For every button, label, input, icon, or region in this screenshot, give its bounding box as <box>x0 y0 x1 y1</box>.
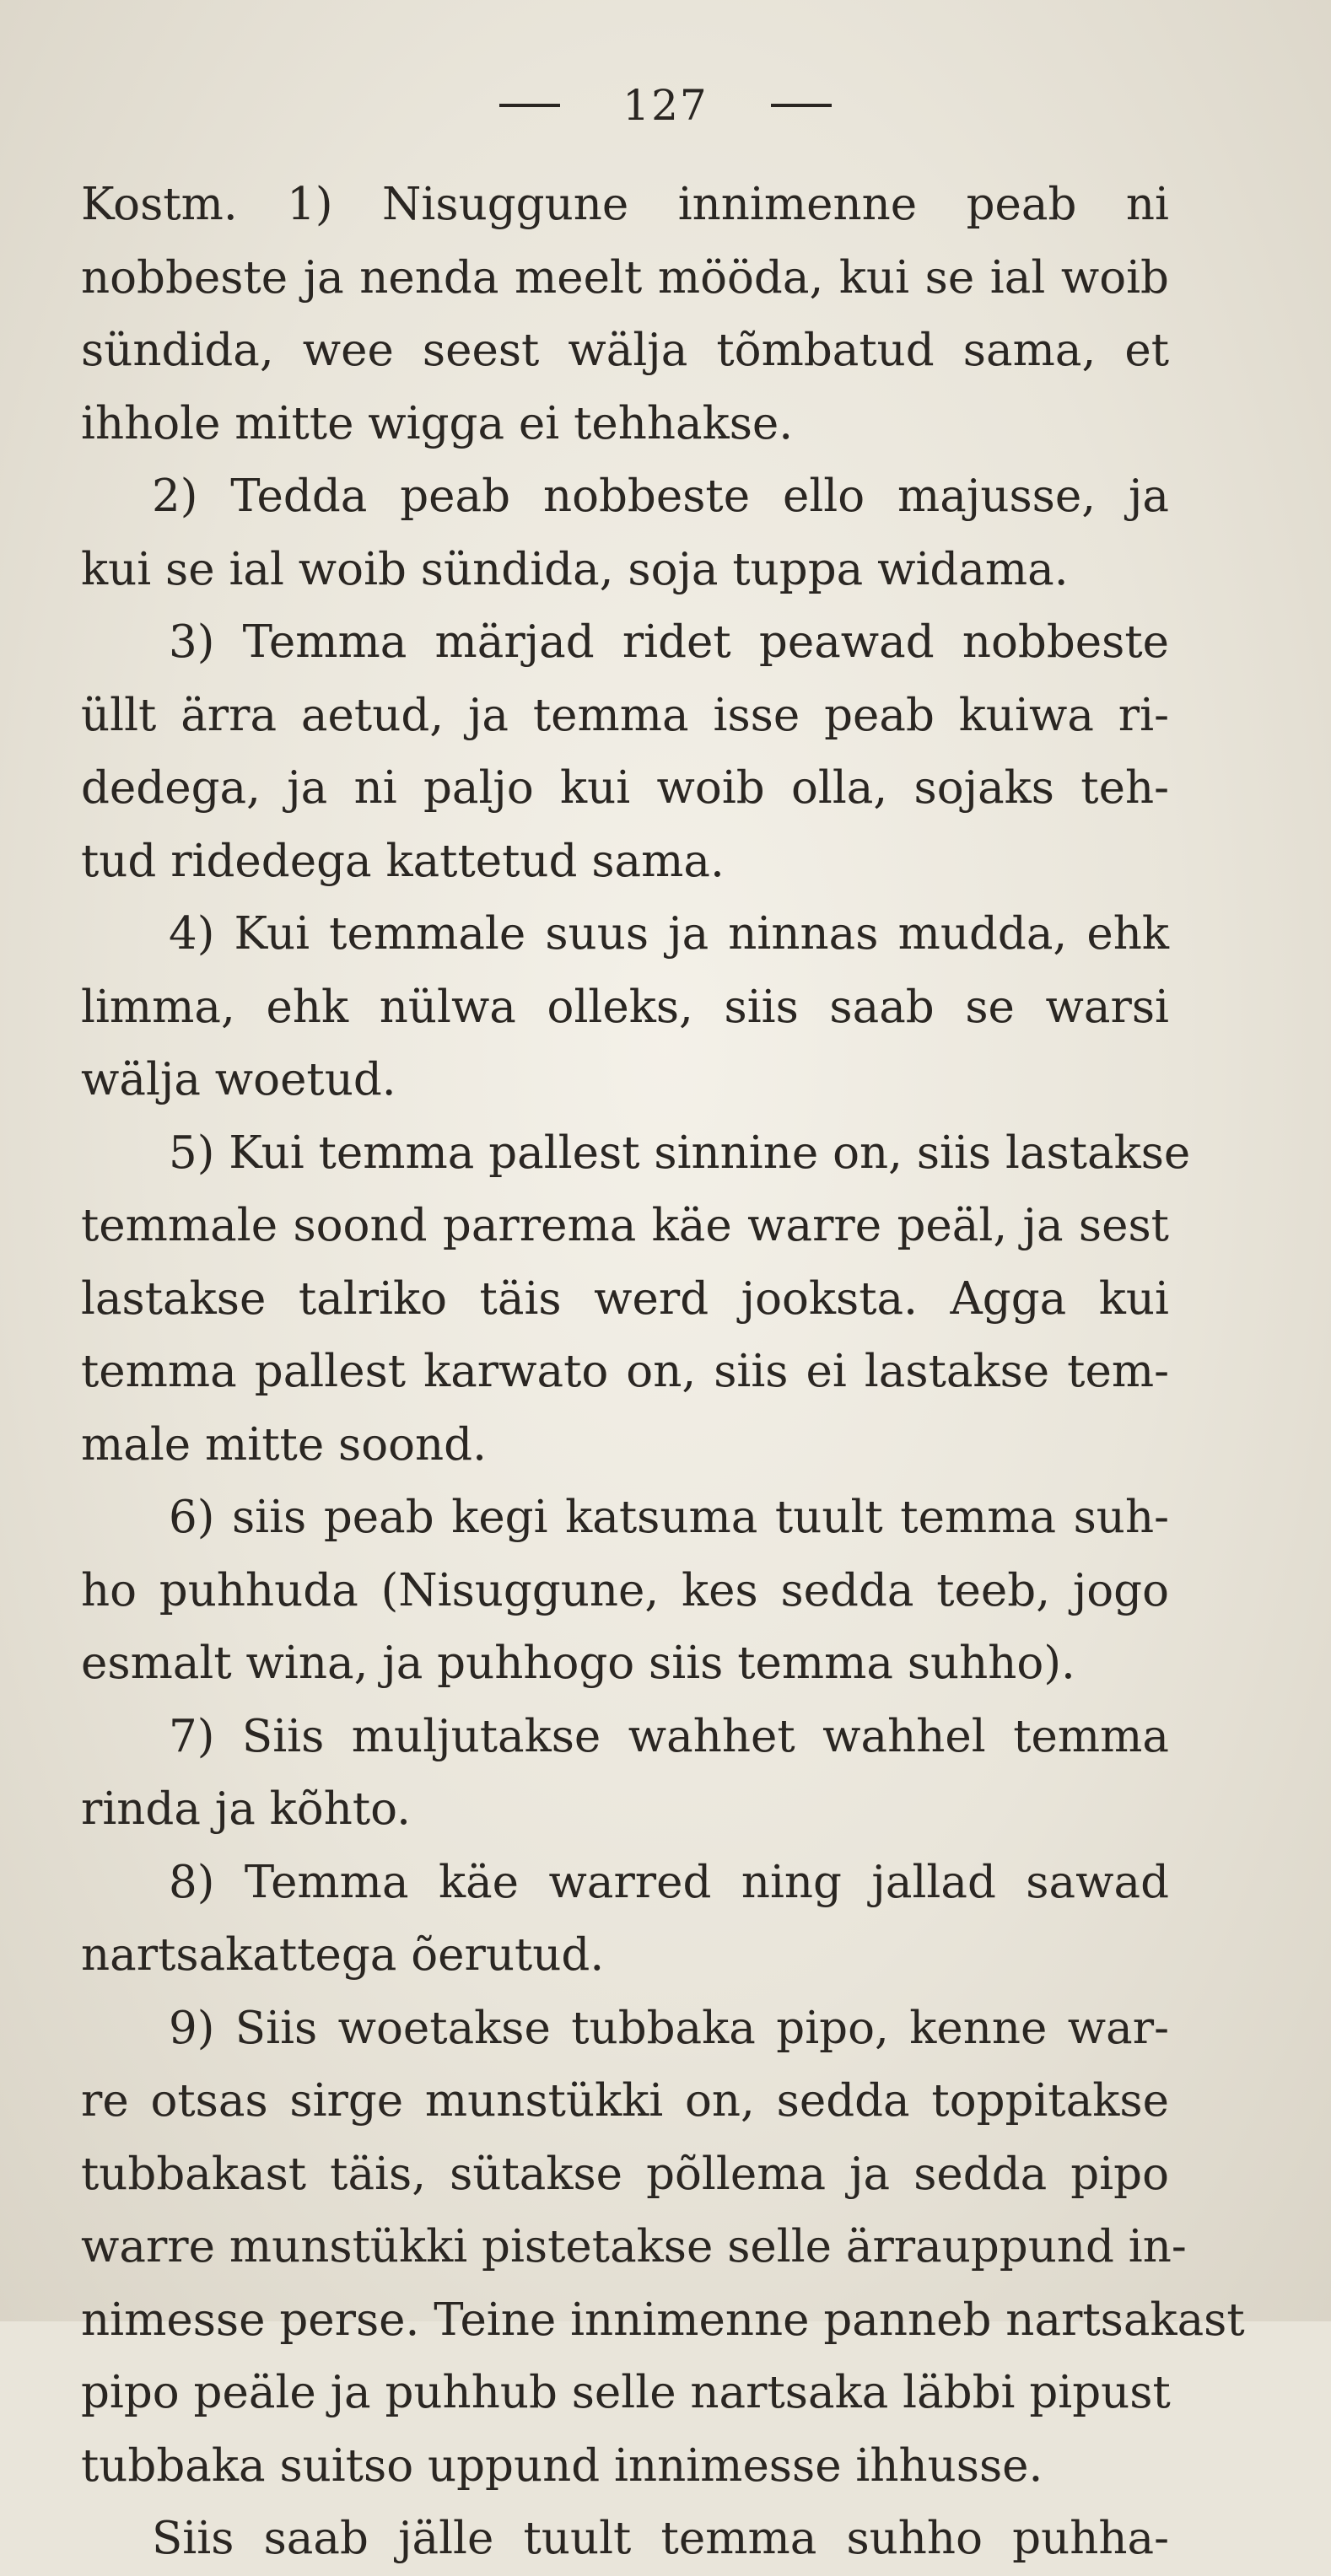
text-line: 6) siis peab kegi katsuma tuult temma suh- <box>169 1492 1169 1543</box>
text-line: pipo peäle ja puhhub selle nartsaka läbbi pipust <box>81 2367 1171 2418</box>
text-line: 3) Temma märjad ridet peawad nobbeste <box>169 616 1169 668</box>
text-line: 8) Temma käe warred ning jallad sawad <box>169 1856 1169 1908</box>
text-line: temmale soond parrema käe warre peäl, ja sest <box>81 1200 1169 1251</box>
text-line: 9) Siis woetakse tubbaka pipo, kenne war- <box>169 2002 1169 2054</box>
text-line: tubbaka suitso uppund innimesse ihhusse. <box>81 2439 1043 2492</box>
text-line: Kostm. 1) Nisuggune innimenne peab ni <box>81 179 1169 230</box>
text-line: nobbeste ja nenda meelt mööda, kui se ial woib <box>81 251 1169 304</box>
text-line: wälja woetud. <box>81 1054 396 1105</box>
text-line: 5) Kui temma pallest sinnine on, siis lastakse <box>169 1127 1191 1179</box>
text-line: re otsas sirge munstükki on, sedda toppitakse <box>81 2075 1169 2127</box>
text-line: Siis saab jälle tuult temma suhho puhha- <box>152 2513 1169 2564</box>
text-line: kui se ial woib sündida, soja tuppa widama. <box>81 543 1069 595</box>
text-line: nimesse perse. Teine innimenne panneb nartsakast <box>81 2294 1245 2346</box>
text-line: ho puhhuda (Nisuggune, kes sedda teeb, jogo <box>81 1564 1169 1616</box>
text-line: limma, ehk nülwa olleks, siis saab se warsi <box>81 981 1169 1033</box>
page-body-text <box>81 169 1245 2564</box>
text-line: dedega, ja ni paljo kui woib olla, sojaks teh- <box>81 762 1169 814</box>
text-line: temma pallest karwato on, siis ei lastakse tem- <box>81 1346 1169 1397</box>
text-line: 7) Siis muljutakse wahhet wahhel temma <box>169 1710 1169 1762</box>
text-line: lastakse talriko täis werd jooksta. Agga kui <box>81 1272 1169 1325</box>
text-line: esmalt wina, ja puhhogo siis temma suhho). <box>81 1638 1075 1689</box>
text-line: nartsakattega õerutud. <box>81 1929 605 1981</box>
text-line: warre munstükki pistetakse selle ärrauppund in- <box>81 2221 1187 2272</box>
text-line: sündida, wee seest wälja tõmbatud sama, et <box>81 325 1169 376</box>
text-line: 4) Kui temmale suus ja ninnas mudda, ehk <box>169 908 1169 960</box>
page-number: 127 <box>622 81 709 130</box>
text-line: üllt ärra aetud, ja temma isse peab kuiwa ri- <box>81 689 1169 741</box>
header-rule-right <box>771 104 832 107</box>
page-header <box>0 78 1331 130</box>
text-line: rinda ja kõhto. <box>81 1783 411 1835</box>
text-line: 2) Tedda peab nobbeste ello majusse, ja <box>152 471 1169 522</box>
text-line: ihhole mitte wigga ei tehhakse. <box>81 397 794 449</box>
header-rule-left <box>499 104 560 107</box>
text-line: male mitte soond. <box>81 1418 487 1471</box>
text-line: tubbakast täis, sütakse põllema ja sedda pipo <box>81 2148 1169 2200</box>
text-line: tud ridedega kattetud sama. <box>81 835 725 887</box>
